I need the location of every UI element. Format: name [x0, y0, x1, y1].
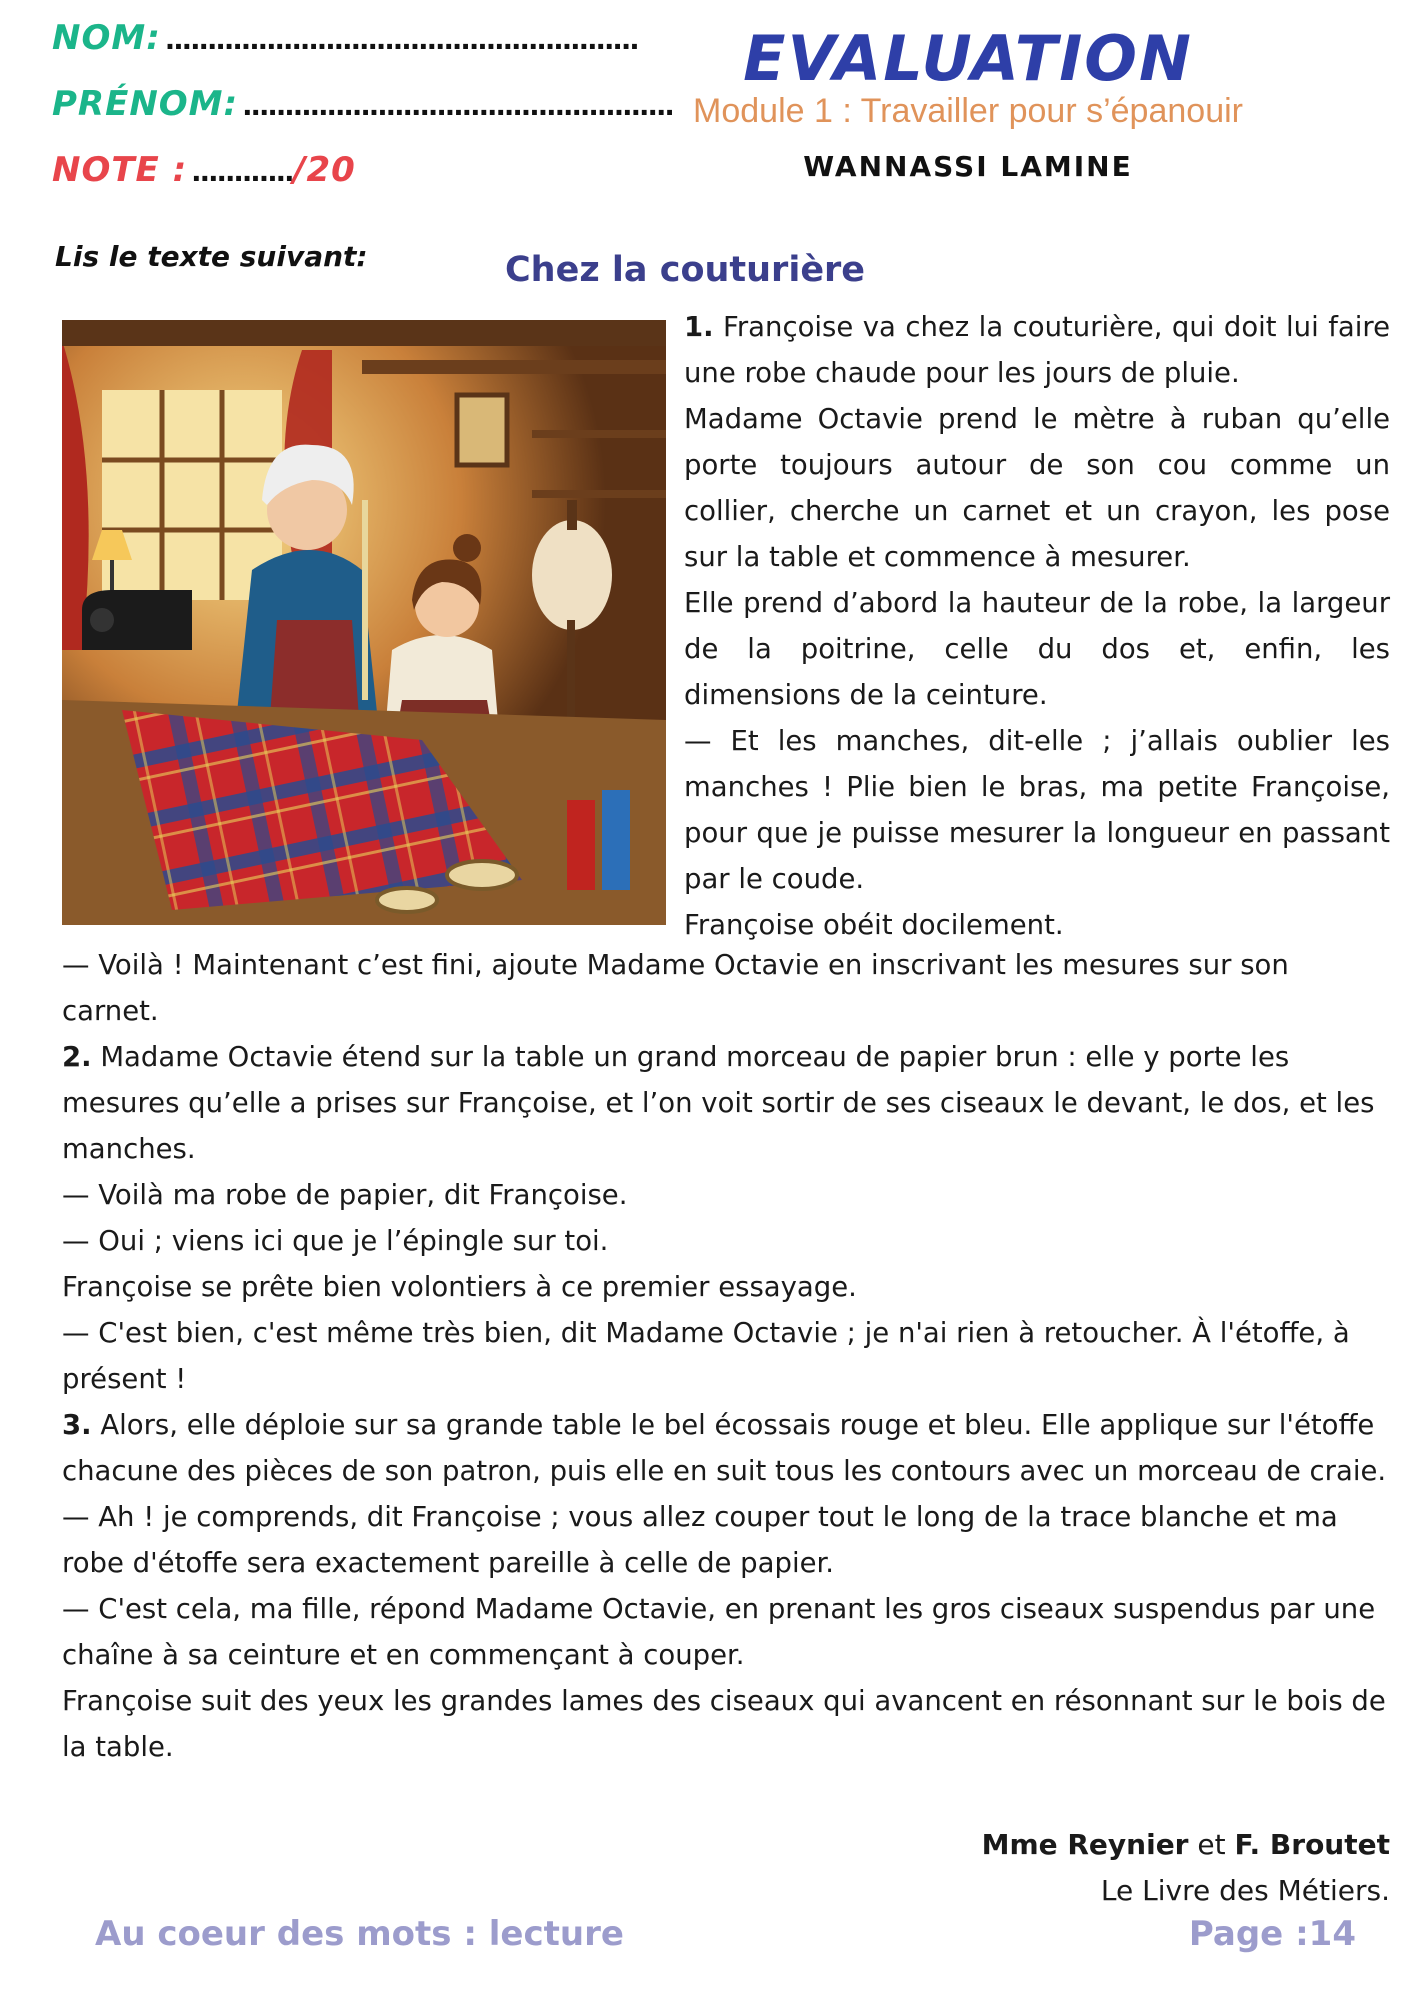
credit-conj: et	[1188, 1828, 1235, 1861]
prenom-label: PRÉNOM:	[52, 84, 239, 124]
nom-field[interactable]: ........................................................	[165, 19, 639, 57]
paragraph-text: — C'est bien, c'est même très bien, dit Madame Octavie ; je n'ai rien à retoucher. À l'étoffe, à présent !	[62, 1317, 1350, 1395]
footer-book-title: Au coeur des mots : lecture	[95, 1914, 624, 1954]
evaluation-title: EVALUATION	[743, 22, 1193, 95]
paragraph-text: Françoise obéit docilement.	[684, 909, 1064, 941]
paragraph-text: — C'est cela, ma fille, répond Madame Octavie, en prenant les gros ciseaux suspendus par une chaîne à sa ceinture et en commençant à couper.	[62, 1593, 1376, 1671]
module-subtitle: Module 1 : Travailler pour s’épanouir	[693, 92, 1243, 130]
prenom-line	[52, 84, 673, 124]
credit-source: Le Livre des Métiers.	[1100, 1874, 1390, 1907]
sewing-scene-illustration	[62, 320, 666, 925]
paragraph	[684, 304, 1390, 396]
paragraph	[62, 1264, 1392, 1310]
source-credit	[982, 1822, 1390, 1914]
paragraph	[62, 1402, 1392, 1494]
paragraph	[62, 1494, 1392, 1586]
paragraph	[62, 1586, 1392, 1678]
paragraph-text: — Voilà ! Maintenant c’est fini, ajoute Madame Octavie en inscrivant les mesures sur son carnet.	[62, 949, 1289, 1027]
paragraph-number: 2.	[62, 1041, 92, 1073]
note-label: NOTE :	[52, 150, 188, 190]
paragraph-number: 3.	[62, 1409, 92, 1441]
paragraph	[62, 1310, 1392, 1402]
paragraph-text: — Ah ! je comprends, dit Françoise ; vous allez couper tout le long de la trace blanche et ma robe d'étoffe sera exactement pareille à celle de papier.	[62, 1501, 1338, 1579]
credit-author-1: Mme Reynier	[981, 1828, 1189, 1861]
text-title: Chez la couturière	[505, 250, 866, 290]
text-column-right	[684, 304, 1390, 948]
instruction: Lis le texte suivant:	[55, 240, 368, 273]
paragraph	[62, 1034, 1392, 1172]
paragraph	[684, 718, 1390, 902]
teacher-name: WANNASSI LAMINE	[803, 150, 1133, 183]
paragraph-text: — Et les manches, dit-elle ; j’allais oublier les manches ! Plie bien le bras, ma petite Françoise, pour que je puisse mesurer la longueur en passant par le coude.	[684, 725, 1390, 895]
paragraph-text: Alors, elle déploie sur sa grande table le bel écossais rouge et bleu. Elle applique sur l'étoffe chacune des pièces de son patron, puis elle en suit tous les contours avec un morceau de craie.	[62, 1409, 1387, 1487]
note-field[interactable]: ............	[191, 151, 294, 189]
illustration-svg	[62, 320, 666, 925]
credit-authors	[982, 1822, 1390, 1868]
paragraph	[684, 396, 1390, 580]
credit-author-2: F. Broutet	[1234, 1828, 1390, 1861]
paragraph-text: — Voilà ma robe de papier, dit Françoise.	[62, 1179, 628, 1211]
note-line	[52, 150, 356, 190]
prenom-field[interactable]: ...................................................	[242, 85, 674, 123]
note-max: /20	[293, 150, 356, 190]
paragraph-text: Elle prend d’abord la hauteur de la robe, la largeur de la poitrine, celle du dos et, enfin, les dimensions de la ceinture.	[684, 587, 1390, 711]
paragraph-text: Françoise se prête bien volontiers à ce premier essayage.	[62, 1271, 857, 1303]
paragraph	[62, 1678, 1392, 1770]
footer-page-number: Page :14	[1188, 1914, 1356, 1954]
paragraph-text: Françoise va chez la couturière, qui doit lui faire une robe chaude pour les jours de pluie.	[684, 311, 1390, 389]
paragraph-text: Françoise suit des yeux les grandes lames des ciseaux qui avancent en résonnant sur le bois de la table.	[62, 1685, 1386, 1763]
paragraph	[62, 1218, 1392, 1264]
paragraph-text: Madame Octavie étend sur la table un grand morceau de papier brun : elle y porte les mesures qu’elle a prises sur Françoise, et l’on voit sortir de ses ciseaux le devant, le dos, et les manches.	[62, 1041, 1375, 1165]
paragraph	[684, 580, 1390, 718]
paragraph-number: 1.	[684, 311, 714, 343]
paragraph	[62, 1172, 1392, 1218]
paragraph-text: Madame Octavie prend le mètre à ruban qu’elle porte toujours autour de son cou comme un collier, cherche un carnet et un crayon, les pose sur la table et commence à mesurer.	[684, 403, 1390, 573]
paragraph	[62, 942, 1392, 1034]
text-body-full	[62, 942, 1392, 1770]
nom-label: NOM:	[52, 18, 161, 58]
name-line	[52, 18, 638, 58]
paragraph-text: — Oui ; viens ici que je l’épingle sur toi.	[62, 1225, 609, 1257]
